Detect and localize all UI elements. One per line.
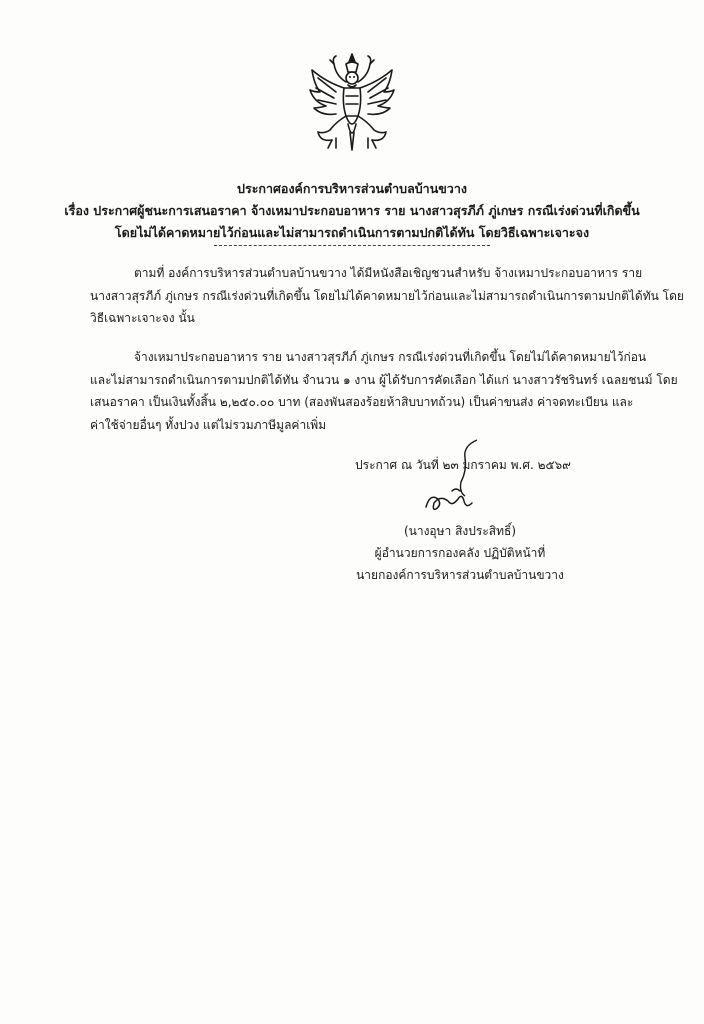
announcement-date: ประกาศ ณ วันที่ ๒๓ มกราคม พ.ศ. ๒๕๖๙ <box>355 458 571 472</box>
paragraph-2 <box>90 346 678 436</box>
paragraph-1-line-3: วิธีเฉพาะเจาะจง นั้น <box>90 311 195 325</box>
signatory-name: (นางอุษา สิงประสิทธิ์) <box>403 524 517 538</box>
paragraph-2-line-4: ค่าใช้จ่ายอื่นๆ ทั้งปวง แต่ไม่รวมภาษีมูลค่าเพิ่ม <box>90 417 327 432</box>
signatory-position: ผู้อำนวยการกองคลัง ปฏิบัติหน้าที่ <box>374 546 546 560</box>
paragraph-1-line-2: นางสาวสุรภีภ์ ภู่เกษร กรณีเร่งด่วนที่เกิดขึ้น โดยไม่ได้คาดหมายไว้ก่อนและไม่สามารถดำเนินการตามปกติได้ทัน โดย <box>90 288 684 303</box>
garuda-emblem-icon <box>306 52 398 152</box>
paragraph-1 <box>90 262 684 330</box>
paragraph-2-line-3: เสนอราคา เป็นเงินทั้งสิ้น ๒,๒๕๐.๐๐ บาท (สองพันสองร้อยห้าสิบบาทถ้วน) เป็นค่าขนส่ง ค่าจดทะเบียน และ <box>90 395 634 409</box>
heading-divider <box>214 245 490 246</box>
subject-line-1: เรื่อง ประกาศผู้ชนะการเสนอราคา จ้างเหมาประกอบอาหาร ราย นางสาวสุรภีภ์ ภู่เกษร กรณีเร่งด่วนที่เกิดขึ้น <box>64 203 640 218</box>
signature-block <box>320 520 600 586</box>
handwritten-signature <box>422 485 478 515</box>
org-title: ประกาศองค์การบริหารส่วนตำบลบ้านขวาง <box>237 181 467 196</box>
paragraph-2-line-1: จ้างเหมาประกอบอาหาร ราย นางสาวสุรภีภ์ ภู่เกษร กรณีเร่งด่วนที่เกิดขึ้น โดยไม่ได้คาดหมายไว้ก่อน <box>134 350 647 364</box>
subject-line-2: โดยไม่ได้คาดหมายไว้ก่อนและไม่สามารถดำเนินการตามปกติได้ทัน โดยวิธีเฉพาะเจาะจง <box>114 225 590 240</box>
paragraph-2-line-2: และไม่สามารถดำเนินการตามปกติได้ทัน จำนวน ๑ งาน ผู้ได้รับการคัดเลือก ได้แก่ นางสาวรัชรินทร์ เฉลยชนม์ โดย <box>90 372 678 387</box>
document-heading <box>60 178 644 244</box>
signatory-acting-position: นายกองค์การบริหารส่วนตำบลบ้านขวาง <box>356 568 564 582</box>
paragraph-1-line-1: ตามที่ องค์การบริหารส่วนตำบลบ้านขวาง ได้มีหนังสือเชิญชวนสำหรับ จ้างเหมาประกอบอาหาร ราย <box>134 266 643 280</box>
